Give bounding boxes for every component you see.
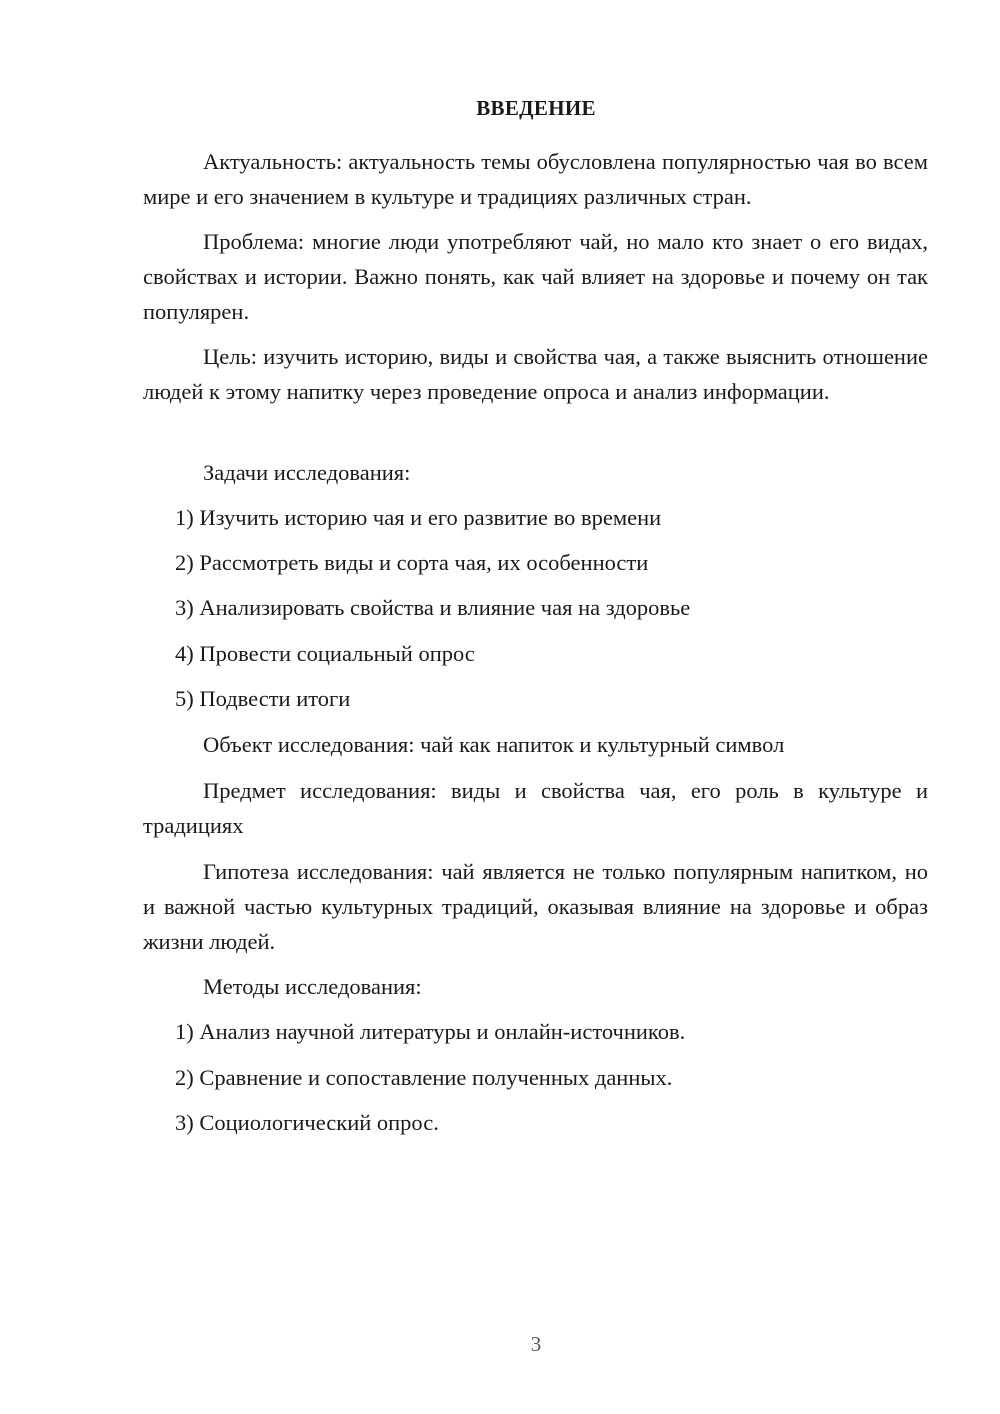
list-item: 5) Подвести итоги [175,686,351,711]
goal-paragraph: Цель: изучить историю, виды и свойства чая, а также выяснить отношение людей к этому напитку через проведение опроса и анализ информации. [143,344,928,404]
list-item: 1) Изучить историю чая и его развитие во времени [175,505,662,530]
tasks-heading: Задачи исследования: [203,460,411,485]
object-line: Объект исследования: чай как напиток и культурный символ [203,732,785,757]
list-item: 2) Рассмотреть виды и сорта чая, их особенности [175,550,649,575]
list-item: 3) Анализировать свойства и влияние чая на здоровье [175,595,691,620]
list-item: 2) Сравнение и сопоставление полученных данных. [175,1065,673,1090]
problem-paragraph: Проблема: многие люди употребляют чай, но мало кто знает о его видах, свойствах и истории. Важно понять, как чай влияет на здоровье и почему он так популярен. [143,229,928,324]
relevance-paragraph: Актуальность: актуальность темы обусловлена популярностью чая во всем мире и его значением в культуре и традициях различных стран. [143,149,928,209]
section-title: ВВЕДЕНИЕ [476,96,596,120]
subject-paragraph: Предмет исследования: виды и свойства чая, его роль в культуре и традициях [143,778,928,838]
hypothesis-paragraph: Гипотеза исследования: чай является не только популярным напитком, но и важной частью культурных традиций, оказывая влияние на здоровье и образ жизни людей. [143,859,928,954]
list-item: 4) Провести социальный опрос [175,641,475,666]
methods-heading: Методы исследования: [203,974,422,999]
list-item: 3) Социологический опрос. [175,1110,439,1135]
page-number: 3 [530,1332,542,1356]
list-item: 1) Анализ научной литературы и онлайн-источников. [175,1019,686,1044]
